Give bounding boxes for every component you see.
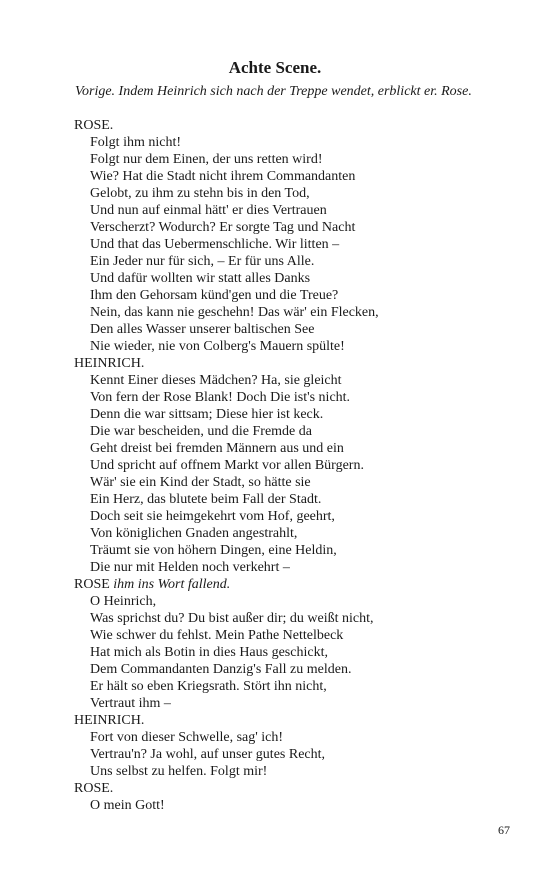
verse-line: Und spricht auf offnem Markt vor allen Bürgern. (90, 458, 364, 473)
scene-title: Achte Scene. (228, 58, 322, 77)
verse-line: Und dafür wollten wir statt alles Danks (90, 271, 311, 286)
verse-line: Ein Jeder nur für sich, – Er für uns Alle. (90, 254, 315, 269)
verse-line: Die nur mit Helden noch verkehrt – (90, 560, 290, 575)
verse-line: Uns selbst zu helfen. Folgt mir! (90, 764, 268, 779)
speaker-name: HEINRICH. (74, 713, 145, 728)
verse-line: Wie schwer du fehlst. Mein Pathe Nettelbeck (90, 628, 344, 643)
verse-line: Denn die war sittsam; Diese hier ist keck. (90, 407, 324, 422)
verse-line: Er hält so eben Kriegsrath. Stört ihn nicht, (90, 679, 327, 694)
verse-line: Dem Commandanten Danzig's Fall zu melden. (90, 662, 352, 677)
verse-line: Was sprichst du? Du bist außer dir; du weißt nicht, (90, 611, 374, 626)
speaker-line (74, 576, 514, 593)
speaker-name: ROSE. (74, 118, 114, 133)
verse-line: Und that das Uebermenschliche. Wir litten – (90, 237, 340, 252)
verse-line: Gelobt, zu ihm zu stehn bis in den Tod, (90, 186, 310, 201)
verse-line: Hat mich als Botin in dies Haus geschickt, (90, 645, 328, 660)
verse-line: Folgt nur dem Einen, der uns retten wird! (90, 152, 323, 167)
speech-block (74, 117, 514, 355)
verse-line: Geht dreist bei fremden Männern aus und ein (90, 441, 344, 456)
speech-block (74, 712, 514, 780)
verse-line: Wär' sie ein Kind der Stadt, so hätte sie (90, 475, 311, 490)
verse-line: Kennt Einer dieses Mädchen? Ha, sie gleicht (90, 373, 342, 388)
speech-block (74, 355, 514, 576)
speaker-line (74, 780, 514, 797)
speaker-line (74, 355, 514, 372)
page-number: 67 (498, 823, 510, 837)
speaker-line (74, 712, 514, 729)
speaker-line (74, 117, 514, 134)
verse-line: Die war bescheiden, und die Fremde da (90, 424, 312, 439)
speaker-name: ROSE (74, 577, 110, 592)
verse-line: O Heinrich, (90, 594, 157, 609)
verse-line: Ihm den Gehorsam künd'gen und die Treue? (90, 288, 339, 303)
verse-line: O mein Gott! (90, 798, 165, 813)
verse-line: Vertrau'n? Ja wohl, auf unser gutes Recht, (90, 747, 326, 762)
dialogue (74, 117, 514, 814)
stage-direction: Vorige. Indem Heinrich sich nach der Treppe wendet, erblickt er. Rose. (75, 84, 472, 99)
verse-line: Doch seit sie heimgekehrt vom Hof, geehrt, (90, 509, 335, 524)
verse-line: Vertraut ihm – (90, 696, 171, 711)
verse-line: Wie? Hat die Stadt nicht ihrem Commandanten (90, 169, 356, 184)
verse-line: Den alles Wasser unserer baltischen See (90, 322, 315, 337)
verse-line: Nie wieder, nie von Colberg's Mauern spülte! (90, 339, 345, 354)
speaker-direction: ihm ins Wort fallend. (113, 577, 231, 592)
verse-line: Von fern der Rose Blank! Doch Die ist's nicht. (90, 390, 351, 405)
speech-block (74, 576, 514, 712)
verse-line: Und nun auf einmal hätt' er dies Vertrauen (90, 203, 327, 218)
verse-line: Träumt sie von höhern Dingen, eine Heldin, (90, 543, 337, 558)
verse-line: Von königlichen Gnaden angestrahlt, (90, 526, 298, 541)
verse-line: Folgt ihm nicht! (90, 135, 181, 150)
verse-line: Verscherzt? Wodurch? Er sorgte Tag und Nacht (90, 220, 356, 235)
verse-line: Nein, das kann nie geschehn! Das wär' ein Flecken, (90, 305, 379, 320)
speech-block (74, 780, 514, 814)
verse-line: Ein Herz, das blutete beim Fall der Stadt. (90, 492, 322, 507)
verse-line: Fort von dieser Schwelle, sag' ich! (90, 730, 284, 745)
speaker-name: ROSE. (74, 781, 114, 796)
speaker-name: HEINRICH. (74, 356, 145, 371)
